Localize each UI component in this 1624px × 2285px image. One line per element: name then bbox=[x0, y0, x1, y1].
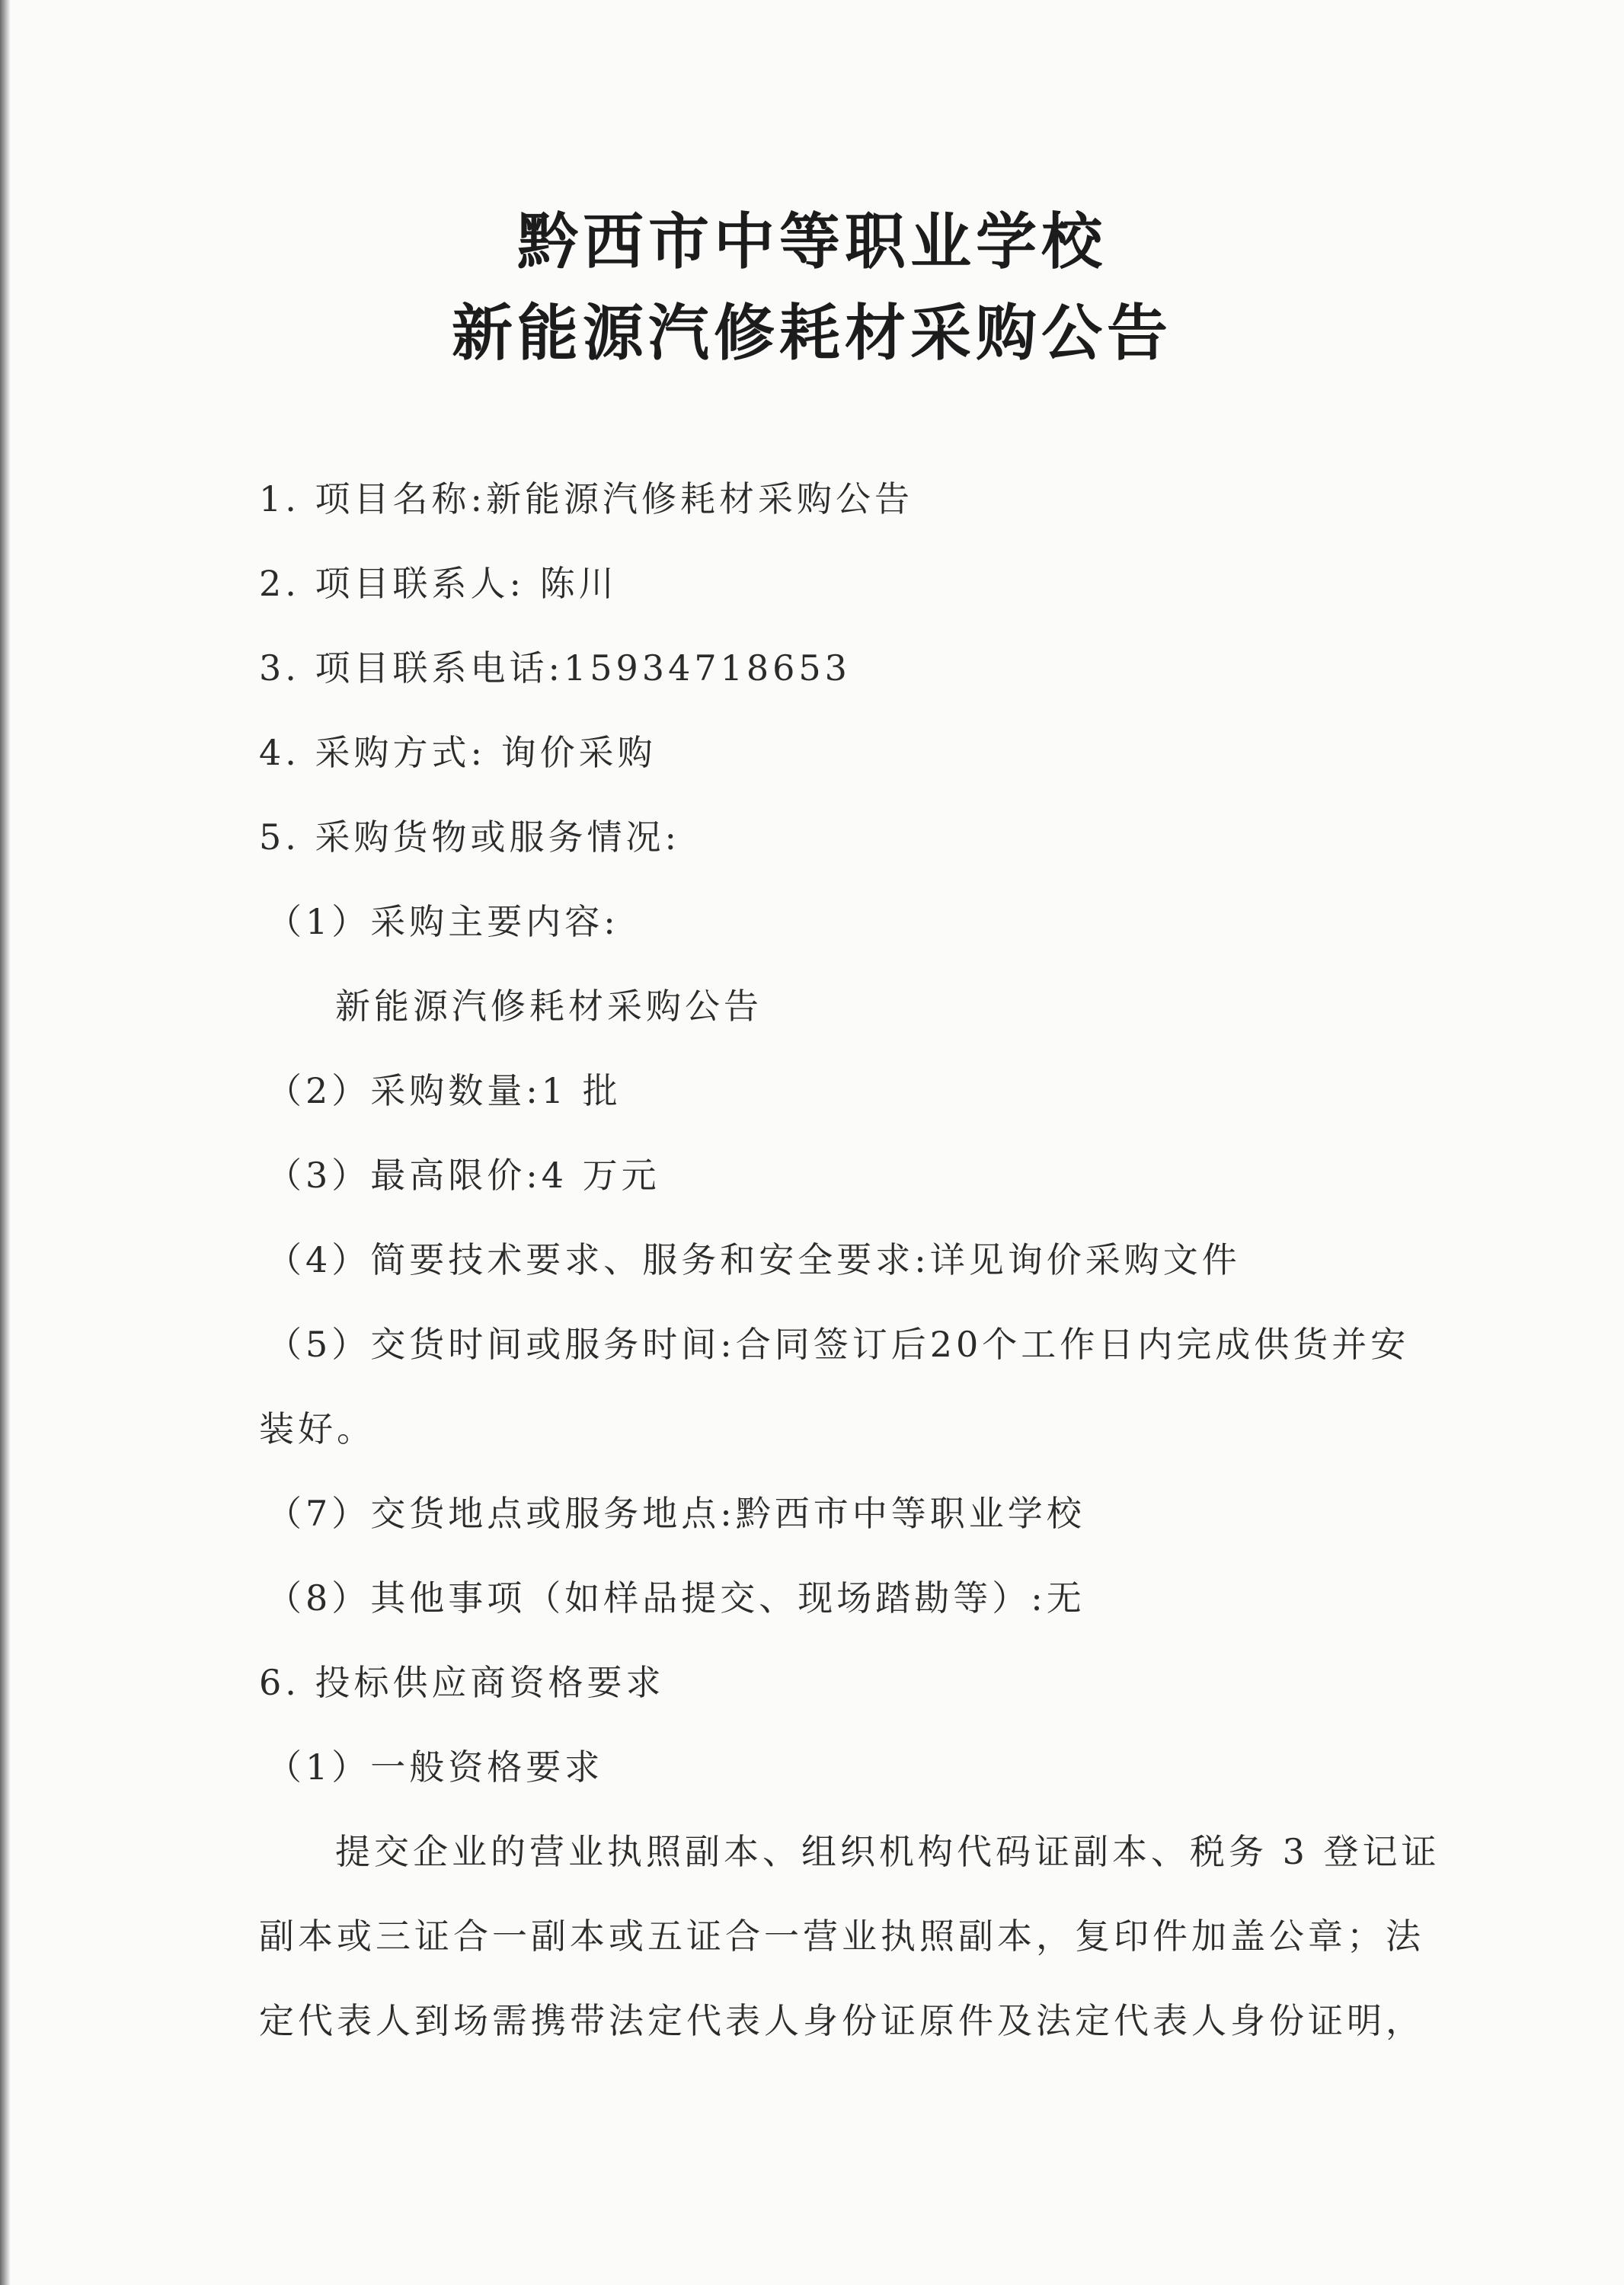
sub-item-general-qualifications: （1）一般资格要求 bbox=[267, 1747, 604, 1788]
sub-item-max-price: （3）最高限价:4 万元 bbox=[267, 1155, 660, 1196]
item-supplier-qualifications: 6. 投标供应商资格要求 bbox=[259, 1662, 665, 1703]
sub-item-main-content: （1）采购主要内容: bbox=[267, 901, 619, 942]
qualification-paragraph-line-1: 提交企业的营业执照副本、组织机构代码证副本、税务 3 登记证 bbox=[335, 1831, 1440, 1872]
qualification-paragraph-line-2: 副本或三证合一副本或五证合一营业执照副本，复印件加盖公章；法 bbox=[259, 1916, 1424, 1957]
sub-item-other-matters: （8）其他事项（如样品提交、现场踏勘等）:无 bbox=[267, 1577, 1085, 1619]
delivery-time-continuation: 装好。 bbox=[259, 1408, 376, 1449]
item-project-contact: 2. 项目联系人: 陈川 bbox=[259, 563, 618, 604]
sub-item-delivery-location: （7）交货地点或服务地点:黔西市中等职业学校 bbox=[267, 1493, 1085, 1534]
sub-item-technical-reqs: （4）简要技术要求、服务和安全要求:详见询价采购文件 bbox=[267, 1239, 1241, 1280]
qualification-paragraph-line-3: 定代表人到场需携带法定代表人身份证原件及法定代表人身份证明， bbox=[259, 2000, 1424, 2041]
item-goods-services-heading: 5. 采购货物或服务情况: bbox=[259, 817, 681, 858]
sub-item-quantity: （2）采购数量:1 批 bbox=[267, 1070, 622, 1111]
main-content-text: 新能源汽修耗材采购公告 bbox=[335, 986, 762, 1027]
item-project-name: 1. 项目名称:新能源汽修耗材采购公告 bbox=[259, 478, 914, 519]
document-title-line-2: 新能源汽修耗材采购公告 bbox=[452, 298, 1172, 369]
item-project-phone: 3. 项目联系电话:15934718653 bbox=[259, 647, 851, 689]
document-title-line-1: 黔西市中等职业学校 bbox=[517, 206, 1107, 277]
sub-item-delivery-time: （5）交货时间或服务时间:合同签订后20个工作日内完成供货并安 bbox=[267, 1324, 1410, 1365]
item-procurement-method: 4. 采购方式: 询价采购 bbox=[259, 732, 657, 773]
